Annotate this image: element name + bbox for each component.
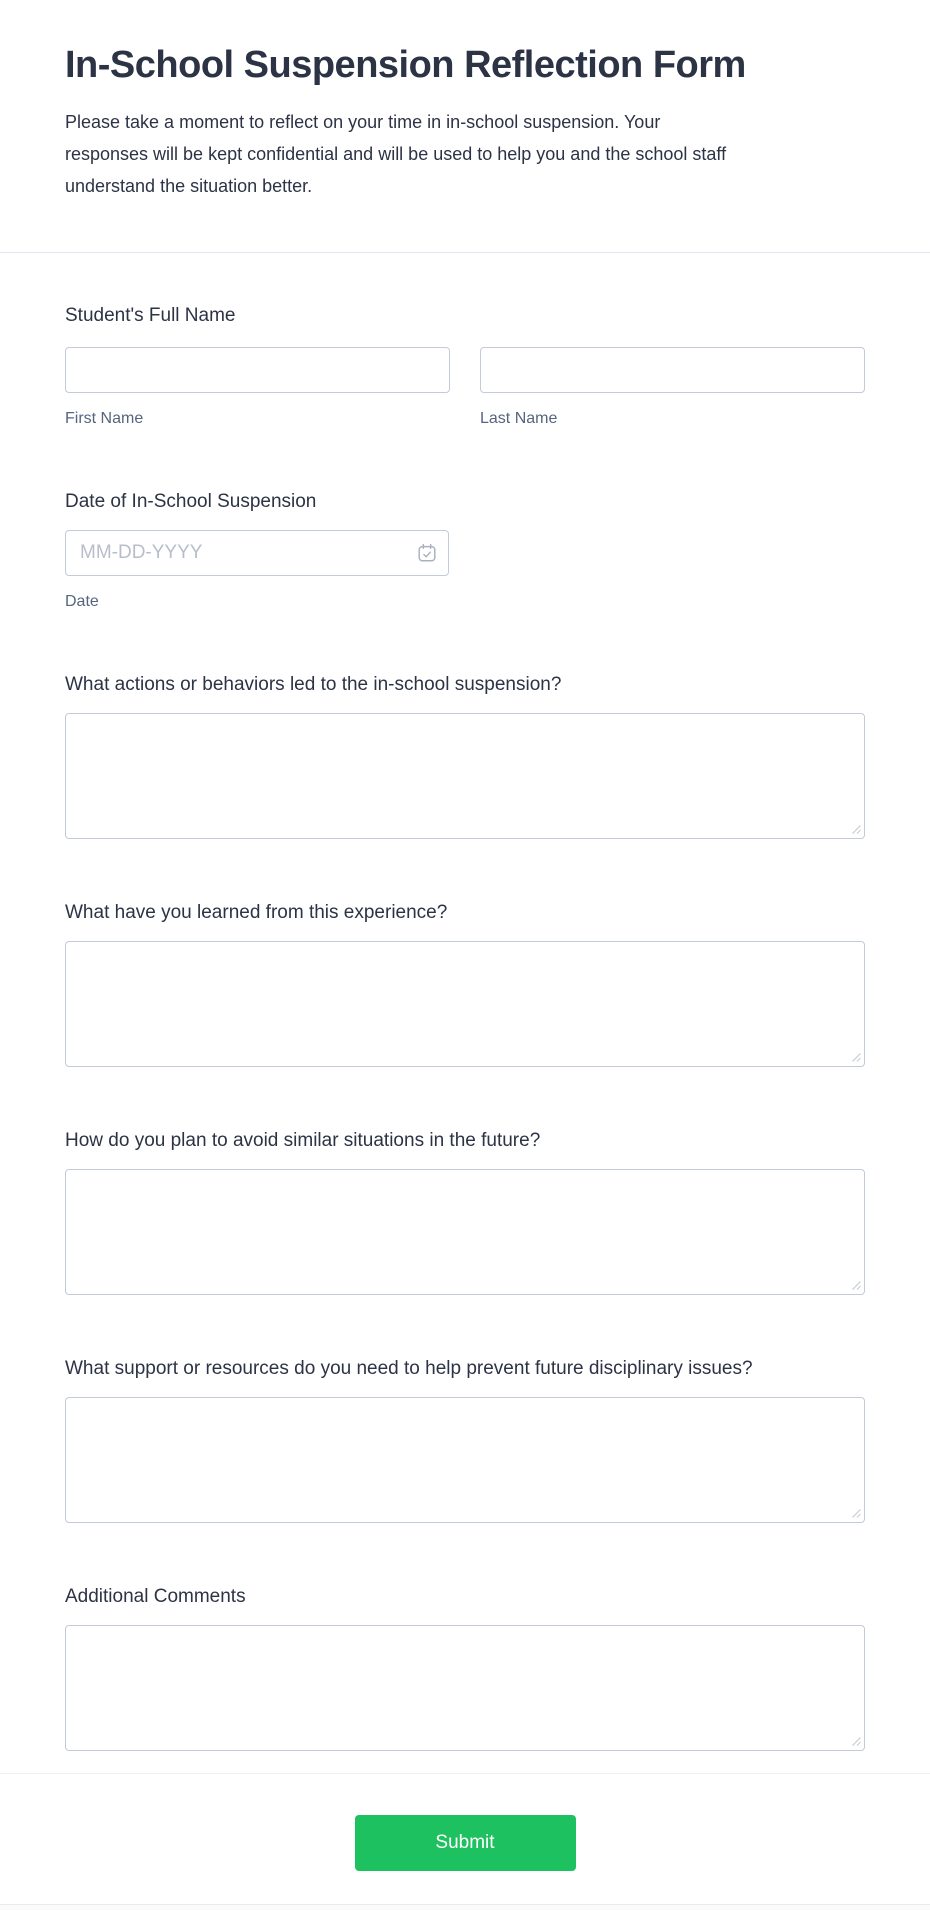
submit-row — [0, 1774, 930, 1871]
name-inputs-row — [65, 347, 865, 428]
date-input-group — [65, 530, 449, 576]
date-sublabel: Date — [65, 593, 99, 610]
field-suspension-date — [65, 490, 865, 611]
student-name-label: Student's Full Name — [65, 305, 236, 326]
actions-textarea[interactable] — [65, 713, 865, 839]
plan-question-label: How do you plan to avoid similar situations in the future? — [65, 1130, 541, 1151]
field-actions — [65, 673, 865, 839]
first-name-group — [65, 347, 450, 428]
submit-button[interactable]: Submit — [355, 1815, 576, 1871]
last-name-input[interactable] — [480, 347, 865, 393]
calendar-check-icon[interactable] — [416, 542, 438, 564]
field-plan — [65, 1129, 865, 1295]
support-question-label: What support or resources do you need to help prevent future disciplinary issues? — [65, 1358, 753, 1379]
support-textarea-wrap — [65, 1397, 865, 1523]
first-name-input[interactable] — [65, 347, 450, 393]
field-learned — [65, 901, 865, 1067]
plan-textarea[interactable] — [65, 1169, 865, 1295]
form-description — [65, 106, 865, 202]
field-student-name — [65, 304, 865, 428]
support-textarea[interactable] — [65, 1397, 865, 1523]
resize-handle-icon[interactable] — [850, 1735, 861, 1746]
field-support — [65, 1357, 865, 1523]
last-name-sublabel: Last Name — [480, 410, 558, 427]
learned-textarea[interactable] — [65, 941, 865, 1067]
learned-textarea-wrap — [65, 941, 865, 1067]
first-name-sublabel: First Name — [65, 410, 144, 427]
resize-handle-icon[interactable] — [850, 823, 861, 834]
resize-handle-icon[interactable] — [850, 1279, 861, 1290]
resize-handle-icon[interactable] — [850, 1507, 861, 1518]
form-description-line: responses will be kept confidential and will be used to help you and the school staff — [65, 144, 727, 164]
form-description-line: Please take a moment to reflect on your time in in-school suspension. Your — [65, 112, 661, 132]
form-body — [0, 304, 930, 1751]
comments-label: Additional Comments — [65, 1586, 246, 1607]
plan-textarea-wrap — [65, 1169, 865, 1295]
learned-question-label: What have you learned from this experience? — [65, 902, 448, 923]
form-title: In-School Suspension Reflection Form — [65, 44, 746, 86]
actions-textarea-wrap — [65, 713, 865, 839]
comments-textarea-wrap — [65, 1625, 865, 1751]
date-input[interactable] — [65, 530, 449, 576]
resize-handle-icon[interactable] — [850, 1051, 861, 1062]
field-comments — [65, 1585, 865, 1751]
suspension-date-label: Date of In-School Suspension — [65, 491, 317, 512]
form-description-line: understand the situation better. — [65, 176, 313, 196]
header-divider — [0, 252, 930, 253]
form-header — [0, 0, 930, 202]
actions-question-label: What actions or behaviors led to the in-school suspension? — [65, 674, 562, 695]
comments-textarea[interactable] — [65, 1625, 865, 1751]
page-bottom-divider — [0, 1904, 930, 1910]
last-name-group — [480, 347, 865, 428]
